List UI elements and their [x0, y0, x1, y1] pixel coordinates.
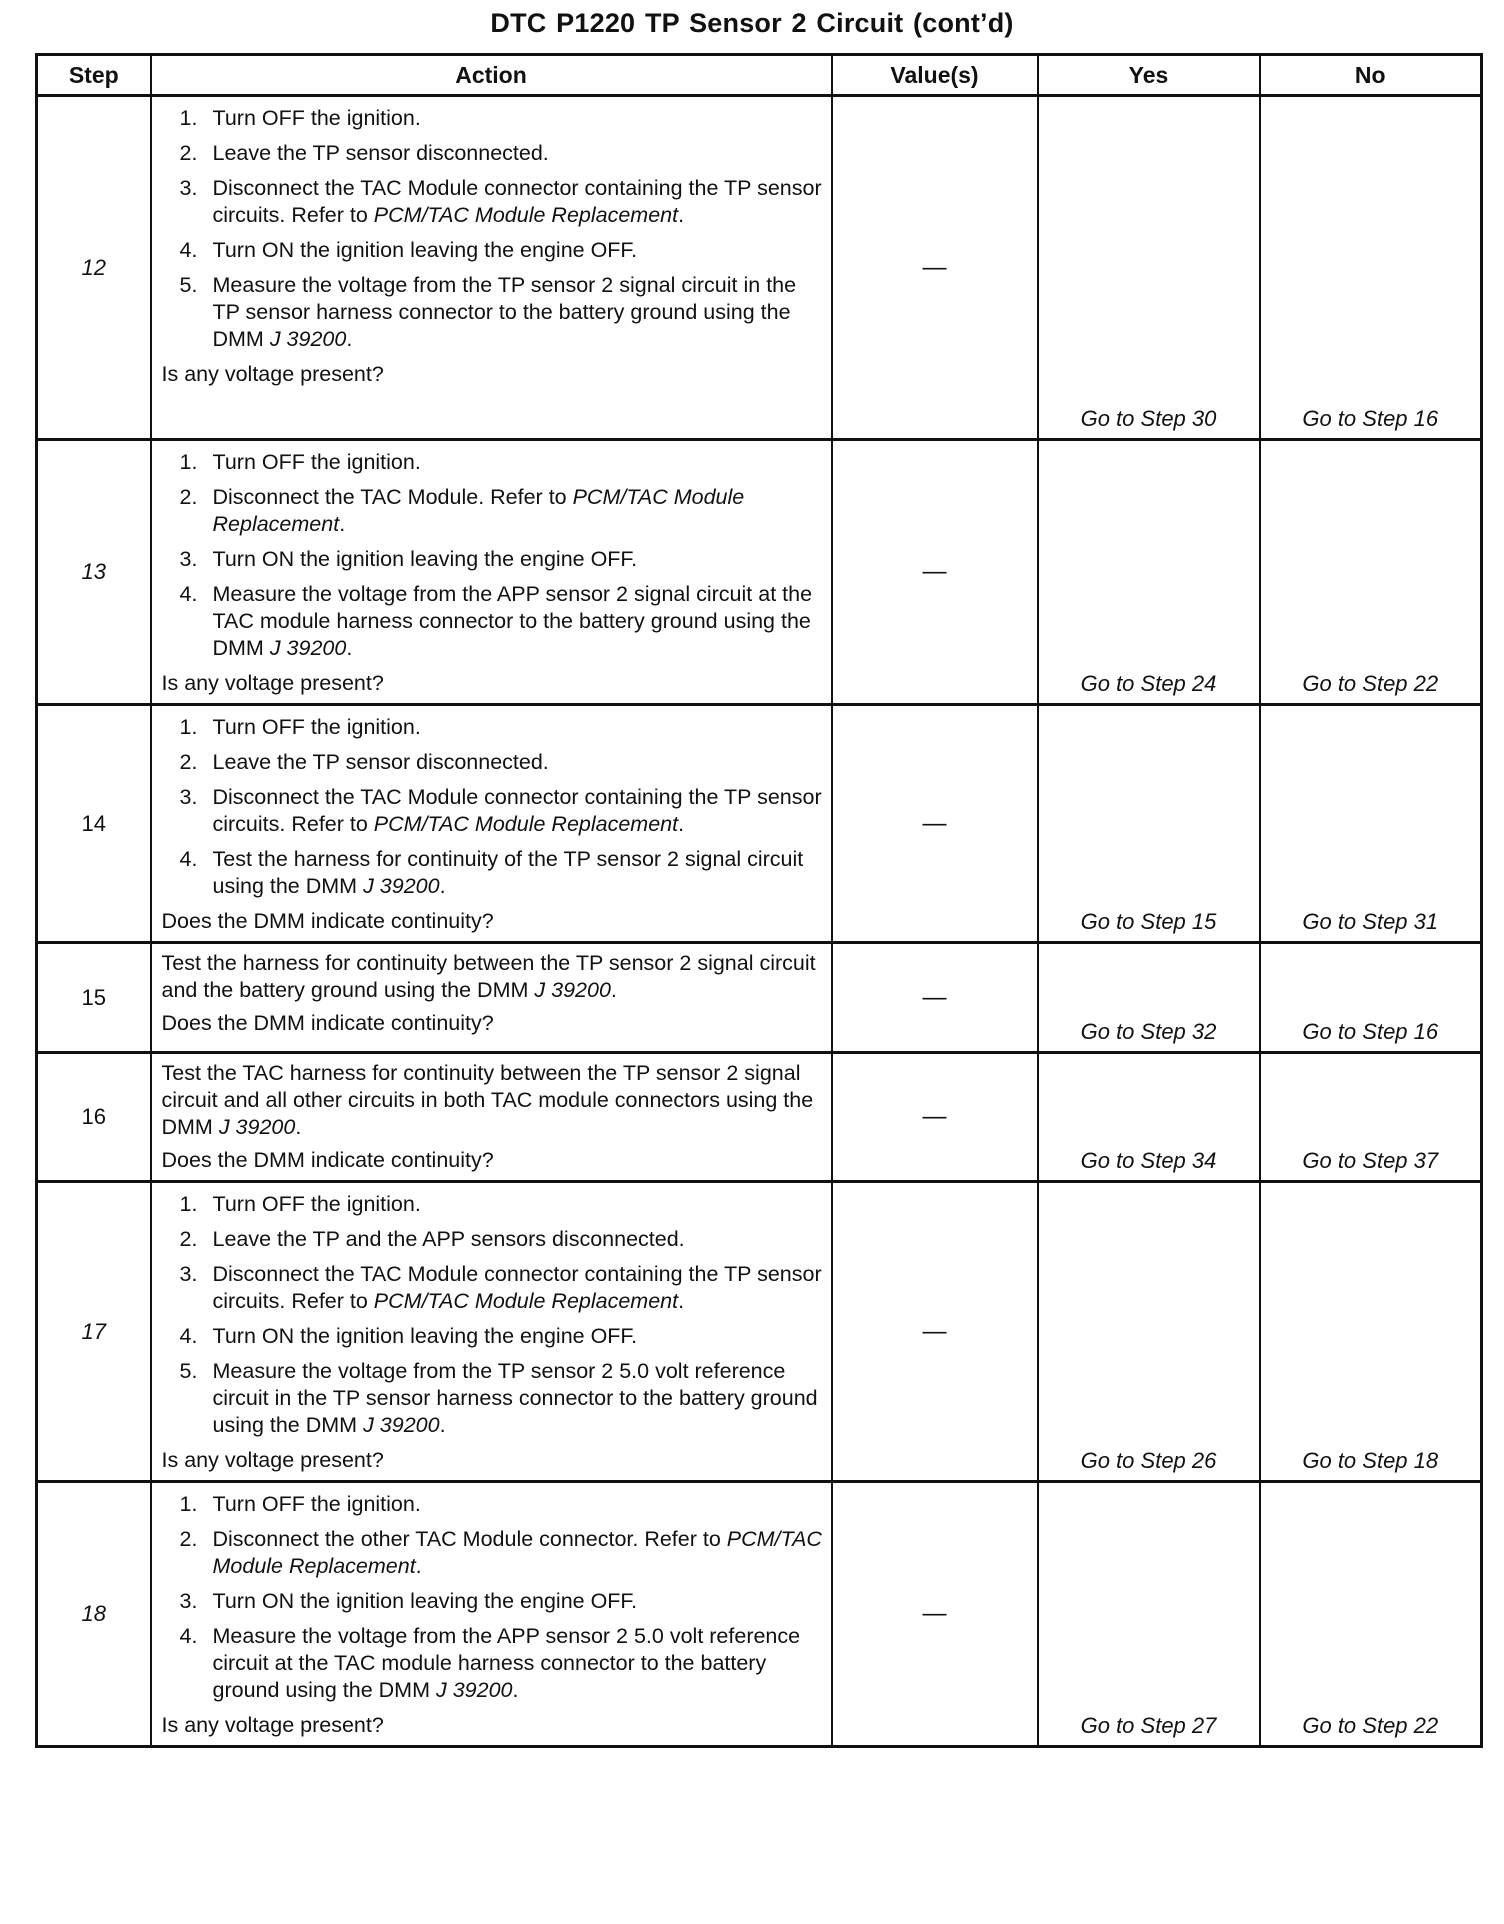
- action-item-number: 1.: [179, 715, 198, 739]
- no-goto: Go to Step 18: [1260, 1182, 1482, 1482]
- reference-text: J 39200: [435, 1678, 513, 1702]
- action-item-text: Test the harness for continuity of the TP sensor 2 signal circuit using the DMM: [212, 847, 804, 898]
- action-question: Does the DMM indicate continuity?: [161, 1148, 494, 1172]
- action-item-text: Leave the TP sensor disconnected.: [212, 141, 549, 165]
- action-list: [162, 714, 823, 900]
- action-item-number: 1.: [179, 450, 198, 474]
- reference-text: J 39200: [269, 327, 347, 351]
- value-cell: —: [832, 96, 1038, 440]
- header-no: No: [1260, 55, 1482, 96]
- step-number: 18: [37, 1482, 151, 1747]
- value-cell: —: [832, 943, 1038, 1053]
- action-item-number: 2.: [179, 141, 198, 165]
- action-item-number: 1.: [179, 1192, 198, 1216]
- action-item-number: 3.: [179, 1589, 198, 1613]
- action-item: [180, 749, 823, 776]
- no-goto: Go to Step 37: [1260, 1053, 1482, 1182]
- value-cell: —: [832, 705, 1038, 943]
- action-item-number: 2.: [179, 750, 198, 774]
- action-question: Does the DMM indicate continuity?: [161, 909, 494, 933]
- action-paragraph: [162, 1060, 823, 1141]
- action-item: [180, 1358, 823, 1439]
- action-item: [180, 846, 823, 900]
- step-number: 12: [37, 96, 151, 440]
- action-list: [162, 1491, 823, 1704]
- header-row: [37, 55, 1482, 96]
- action-item-text: Leave the TP sensor disconnected.: [212, 750, 549, 774]
- action-item: [180, 1226, 823, 1253]
- action-question: Is any voltage present?: [161, 1713, 384, 1737]
- action-item: [180, 1261, 823, 1315]
- diagnostic-table: [35, 53, 1483, 1748]
- action-cell: [151, 1182, 832, 1482]
- no-goto: Go to Step 22: [1260, 1482, 1482, 1747]
- action-item-number: 2.: [179, 1227, 198, 1251]
- reference-text: J 39200: [269, 636, 347, 660]
- action-paragraph-text: Test the harness for continuity between the TP sensor 2 signal circuit and the battery ground using the DMM: [161, 951, 816, 1002]
- reference-text: PCM/TAC Module Replacement: [373, 812, 679, 836]
- action-item-punct: .: [678, 1289, 685, 1313]
- action-question: Does the DMM indicate continuity?: [161, 1011, 494, 1035]
- step-number: 16: [37, 1053, 151, 1182]
- table-row: [37, 96, 1482, 440]
- action-item: [180, 1588, 823, 1615]
- action-paragraph: [162, 950, 823, 1004]
- action-cell: [151, 943, 832, 1053]
- header-step: Step: [37, 55, 151, 96]
- value-cell: —: [832, 1182, 1038, 1482]
- action-item: [180, 175, 823, 229]
- action-item-punct: .: [678, 812, 685, 836]
- yes-goto: Go to Step 24: [1038, 440, 1260, 705]
- action-item-text: Turn OFF the ignition.: [212, 715, 421, 739]
- action-item-number: 3.: [179, 547, 198, 571]
- action-item-punct: .: [439, 874, 446, 898]
- action-item: [180, 140, 823, 167]
- action-item: [180, 714, 823, 741]
- value-cell: —: [832, 1053, 1038, 1182]
- step-number: 15: [37, 943, 151, 1053]
- action-item-text: Turn ON the ignition leaving the engine OFF.: [212, 1589, 638, 1613]
- action-item-text: Disconnect the TAC Module connector containing the TP sensor circuits. Refer to: [212, 1262, 822, 1313]
- action-item-number: 1.: [179, 1492, 198, 1516]
- yes-goto: Go to Step 32: [1038, 943, 1260, 1053]
- action-paragraph-text: Test the TAC harness for continuity between the TP sensor 2 signal circuit and all other circuits in both TAC module connectors using the DMM: [161, 1061, 814, 1139]
- action-item-number: 3.: [179, 176, 198, 200]
- action-item-text: Measure the voltage from the APP sensor 2 signal circuit at the TAC module harness connector to the battery ground using the DMM: [212, 582, 813, 660]
- no-goto: Go to Step 31: [1260, 705, 1482, 943]
- no-goto: Go to Step 16: [1260, 96, 1482, 440]
- table-row: [37, 705, 1482, 943]
- action-cell: [151, 1482, 832, 1747]
- action-list: [162, 105, 823, 353]
- action-item-text: Measure the voltage from the APP sensor 2 5.0 volt reference circuit at the TAC module harness connector to the battery ground using the DMM: [212, 1624, 801, 1702]
- action-item-number: 4.: [179, 238, 198, 262]
- action-question: Is any voltage present?: [161, 1448, 384, 1472]
- yes-goto: Go to Step 26: [1038, 1182, 1260, 1482]
- action-item-text: Disconnect the TAC Module. Refer to: [212, 485, 573, 509]
- action-item-number: 5.: [179, 1359, 198, 1383]
- action-item: [180, 1323, 823, 1350]
- action-item-text: Turn ON the ignition leaving the engine OFF.: [212, 547, 638, 571]
- table-row: [37, 1053, 1482, 1182]
- reference-text: PCM/TAC Module Replacement: [373, 203, 679, 227]
- action-item: [180, 1191, 823, 1218]
- action-list: [162, 449, 823, 662]
- action-list: [162, 1191, 823, 1439]
- action-item-punct: .: [512, 1678, 519, 1702]
- action-item-number: 4.: [179, 582, 198, 606]
- value-cell: —: [832, 440, 1038, 705]
- reference-text: J 39200: [363, 874, 440, 898]
- action-item-text: Disconnect the other TAC Module connector. Refer to: [212, 1527, 727, 1551]
- action-item-number: 2.: [179, 485, 198, 509]
- action-item: [180, 581, 823, 662]
- action-item-number: 4.: [179, 1624, 198, 1648]
- header-values: Value(s): [832, 55, 1038, 96]
- reference-text: PCM/TAC Module Replacement: [212, 1527, 822, 1578]
- table-row: [37, 943, 1482, 1053]
- action-item: [180, 546, 823, 573]
- action-item-punct: .: [678, 203, 685, 227]
- table-body: [37, 96, 1482, 1747]
- action-item-number: 4.: [179, 1324, 198, 1348]
- action-cell: [151, 96, 832, 440]
- action-paragraph-punct: .: [610, 978, 617, 1002]
- action-item: [180, 1623, 823, 1704]
- action-item: [180, 105, 823, 132]
- table-row: [37, 1182, 1482, 1482]
- action-question: Is any voltage present?: [161, 362, 384, 386]
- action-item: [180, 484, 823, 538]
- action-item-number: 3.: [179, 785, 198, 809]
- action-question: Is any voltage present?: [161, 671, 384, 695]
- no-goto: Go to Step 22: [1260, 440, 1482, 705]
- reference-text: J 39200: [218, 1115, 296, 1139]
- action-item-text: Measure the voltage from the TP sensor 2 signal circuit in the TP sensor harness connector to the battery ground using the DMM: [212, 273, 797, 351]
- action-item: [180, 784, 823, 838]
- yes-goto: Go to Step 34: [1038, 1053, 1260, 1182]
- action-item-text: Turn OFF the ignition.: [212, 450, 421, 474]
- action-item-text: Disconnect the TAC Module connector containing the TP sensor circuits. Refer to: [212, 176, 822, 227]
- no-goto: Go to Step 16: [1260, 943, 1482, 1053]
- yes-goto: Go to Step 30: [1038, 96, 1260, 440]
- reference-text: PCM/TAC Module Replacement: [373, 1289, 679, 1313]
- reference-text: J 39200: [534, 978, 611, 1002]
- step-number: 14: [37, 705, 151, 943]
- header-yes: Yes: [1038, 55, 1260, 96]
- action-item-text: Turn ON the ignition leaving the engine OFF.: [212, 1324, 638, 1348]
- action-item-text: Turn OFF the ignition.: [212, 1192, 421, 1216]
- action-item-text: Disconnect the TAC Module connector containing the TP sensor circuits. Refer to: [212, 785, 822, 836]
- reference-text: PCM/TAC Module Replacement: [212, 485, 745, 536]
- action-item-text: Turn OFF the ignition.: [212, 1492, 421, 1516]
- action-item-number: 2.: [179, 1527, 198, 1551]
- action-item-number: 4.: [179, 847, 198, 871]
- action-item-punct: .: [339, 512, 346, 536]
- action-item: [180, 1491, 823, 1518]
- table-row: [37, 440, 1482, 705]
- reference-text: J 39200: [363, 1413, 440, 1437]
- action-item-text: Measure the voltage from the TP sensor 2 5.0 volt reference circuit in the TP sensor harness connector to the battery ground using the DMM: [212, 1359, 818, 1437]
- action-item-punct: .: [346, 636, 353, 660]
- action-item: [180, 1526, 823, 1580]
- action-item-number: 3.: [179, 1262, 198, 1286]
- step-number: 17: [37, 1182, 151, 1482]
- action-cell: [151, 705, 832, 943]
- yes-goto: Go to Step 27: [1038, 1482, 1260, 1747]
- action-item-text: Turn OFF the ignition.: [212, 106, 421, 130]
- value-cell: —: [832, 1482, 1038, 1747]
- table-row: [37, 1482, 1482, 1747]
- action-cell: [151, 1053, 832, 1182]
- yes-goto: Go to Step 15: [1038, 705, 1260, 943]
- action-item-punct: .: [346, 327, 353, 351]
- action-item-number: 5.: [179, 273, 198, 297]
- header-action: Action: [151, 55, 832, 96]
- action-item-punct: .: [415, 1554, 422, 1578]
- action-item: [180, 237, 823, 264]
- action-item-punct: .: [439, 1413, 446, 1437]
- action-item-text: Leave the TP and the APP sensors disconnected.: [212, 1227, 685, 1251]
- action-item: [180, 449, 823, 476]
- action-item-number: 1.: [179, 106, 198, 130]
- action-item-text: Turn ON the ignition leaving the engine OFF.: [212, 238, 638, 262]
- step-number: 13: [37, 440, 151, 705]
- action-item: [180, 272, 823, 353]
- action-cell: [151, 440, 832, 705]
- page-title: DTC P1220 TP Sensor 2 Circuit (cont’d): [490, 8, 1014, 38]
- action-paragraph-punct: .: [295, 1115, 302, 1139]
